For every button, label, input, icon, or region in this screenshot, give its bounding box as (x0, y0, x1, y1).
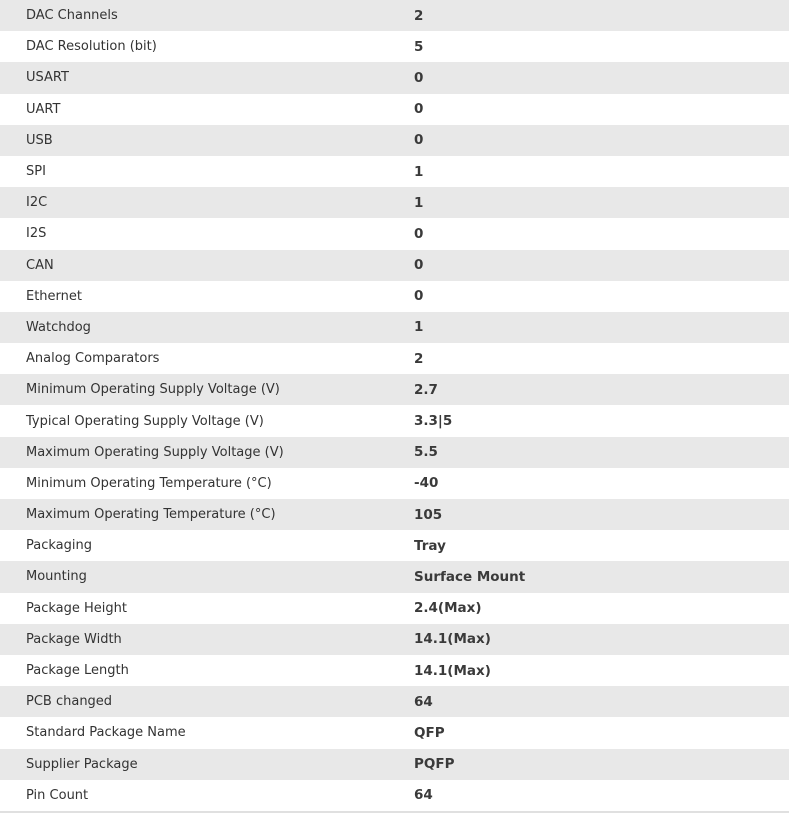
table-row (0, 250, 789, 281)
table-row (0, 156, 789, 187)
spec-value: 0 (414, 132, 424, 149)
spec-label: I2C (26, 195, 48, 211)
table-row (0, 187, 789, 218)
spec-label: PCB changed (26, 694, 113, 710)
spec-label: Standard Package Name (26, 725, 186, 741)
spec-value: 0 (414, 288, 424, 305)
table-row (0, 374, 789, 405)
table-row (0, 561, 789, 592)
spec-value: 105 (414, 506, 443, 523)
table-row (0, 343, 789, 374)
spec-label: Package Height (26, 600, 127, 616)
spec-label: DAC Resolution (bit) (26, 39, 157, 55)
spec-label: Packaging (26, 538, 92, 554)
spec-value: 64 (414, 787, 433, 804)
table-row (0, 749, 789, 780)
table-row (0, 62, 789, 93)
table-row (0, 655, 789, 686)
spec-value: 2.4(Max) (414, 600, 482, 617)
spec-value: 1 (414, 194, 424, 211)
spec-label: USART (26, 70, 69, 86)
table-row (0, 780, 789, 811)
table-row (0, 624, 789, 655)
spec-label: Maximum Operating Supply Voltage (V) (26, 444, 284, 460)
spec-label: Typical Operating Supply Voltage (V) (26, 413, 264, 429)
spec-label: Package Width (26, 631, 122, 647)
spec-value: 3.3|5 (414, 413, 453, 430)
spec-label: Ethernet (26, 288, 82, 304)
spec-value: 5.5 (414, 444, 438, 461)
spec-value: 1 (414, 319, 424, 336)
spec-label: Maximum Operating Temperature (°C) (26, 507, 276, 523)
spec-label: Supplier Package (26, 756, 138, 772)
spec-label: SPI (26, 164, 46, 180)
spec-label: Minimum Operating Temperature (°C) (26, 475, 272, 491)
table-row (0, 437, 789, 468)
spec-label: Package Length (26, 663, 129, 679)
spec-label: USB (26, 132, 53, 148)
spec-value: PQFP (414, 756, 455, 773)
spec-value: 0 (414, 101, 424, 118)
spec-value: 2.7 (414, 381, 438, 398)
table-row (0, 125, 789, 156)
table-row (0, 468, 789, 499)
spec-value: 0 (414, 225, 424, 242)
spec-value: 0 (414, 257, 424, 274)
spec-label: CAN (26, 257, 54, 273)
spec-value: -40 (414, 475, 439, 492)
table-row (0, 593, 789, 624)
table-row (0, 0, 789, 31)
spec-value: 14.1(Max) (414, 631, 491, 648)
table-row (0, 281, 789, 312)
spec-label: Watchdog (26, 319, 91, 335)
spec-label: Minimum Operating Supply Voltage (V) (26, 382, 280, 398)
table-row (0, 94, 789, 125)
spec-value: 2 (414, 350, 424, 367)
spec-value: 64 (414, 693, 433, 710)
spec-label: Mounting (26, 569, 87, 585)
spec-value: Tray (414, 537, 446, 554)
spec-value: Surface Mount (414, 568, 526, 585)
table-row (0, 530, 789, 561)
table-row (0, 499, 789, 530)
table-row (0, 312, 789, 343)
spec-value: 1 (414, 163, 424, 180)
table-row (0, 218, 789, 249)
spec-label: I2S (26, 226, 47, 242)
spec-label: Pin Count (26, 787, 89, 803)
spec-value: 0 (414, 69, 424, 86)
spec-value: QFP (414, 724, 445, 741)
spec-label: UART (26, 101, 61, 117)
spec-value: 2 (414, 7, 424, 24)
table-row (0, 31, 789, 62)
spec-value: 5 (414, 38, 424, 55)
table-row (0, 717, 789, 748)
spec-label: DAC Channels (26, 8, 118, 24)
table-row (0, 686, 789, 717)
spec-value: 14.1(Max) (414, 662, 491, 679)
table-row (0, 405, 789, 436)
spec-label: Analog Comparators (26, 351, 160, 367)
